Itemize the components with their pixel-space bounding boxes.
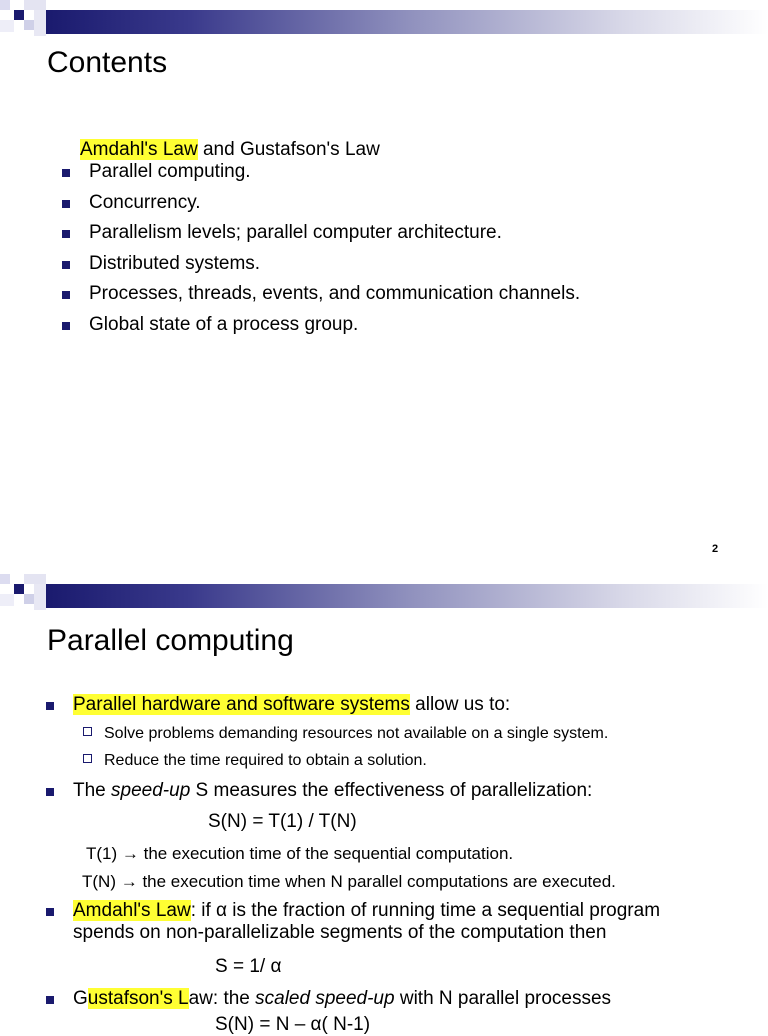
slide-parallel-computing [0, 574, 768, 1035]
intro-line: Amdahl's Law and Gustafson's Law [80, 139, 380, 160]
page-number: 2 [712, 543, 719, 555]
list-item: Distributed systems. [60, 253, 580, 284]
bullet-amdahl: Amdahl's Law: if α is the fraction of running time a sequential program spends on non-parallelizable segments of the computation then [46, 900, 766, 944]
bullet-square-icon [62, 200, 70, 208]
sub-bullet: Solve problems demanding resources not available on a single system. [83, 724, 608, 744]
arrow-right-icon: → [120, 872, 138, 891]
contents-list [60, 161, 580, 345]
bullet-square-icon [46, 788, 54, 796]
slide-title: Parallel computing [47, 624, 294, 657]
highlighted-term: ustafson's L [87, 988, 189, 1009]
definition-t1: T(1) → the execution time of the sequential computation. [86, 844, 514, 863]
bullet-gustafson: Gustafson's Law: the scaled speed-up with N parallel processes [46, 988, 611, 1010]
bullet-square-icon [62, 261, 70, 269]
bullet-square-icon [62, 291, 70, 299]
list-item: Parallel computing. [60, 161, 580, 192]
arrow-right-icon: → [121, 844, 139, 863]
list-item: Processes, threads, events, and communication channels. [60, 283, 580, 314]
bullet-square-icon [46, 908, 54, 916]
highlighted-term: Amdahl's Law [80, 139, 198, 160]
highlighted-term: Parallel hardware and software systems [73, 694, 410, 715]
bullet-parallel-systems: Parallel hardware and software systems allow us to: [46, 694, 510, 716]
definition-tn: T(N) → the execution time when N parallel computations are executed. [82, 872, 616, 891]
hollow-square-bullet-icon [83, 754, 92, 763]
slide-header-decoration [0, 0, 768, 52]
highlighted-term: Amdahl's Law [73, 900, 191, 921]
bullet-square-icon [46, 996, 54, 1004]
list-item: Concurrency. [60, 192, 580, 223]
bullet-speedup: The speed-up S measures the effectiveness of parallelization: [46, 780, 592, 802]
header-gradient-bar [46, 10, 768, 34]
bullet-square-icon [62, 230, 70, 238]
bullet-square-icon [62, 169, 70, 177]
formula-amdahl: S = 1/ α [215, 956, 282, 977]
slide-title: Contents [47, 46, 168, 79]
hollow-square-bullet-icon [83, 727, 92, 736]
list-item: Global state of a process group. [60, 314, 580, 345]
bullet-square-icon [46, 702, 54, 710]
list-item: Parallelism levels; parallel computer architecture. [60, 222, 580, 253]
bullet-square-icon [62, 322, 70, 330]
header-gradient-bar [46, 584, 768, 608]
formula-gustafson: S(N) = N – α( N-1) [215, 1014, 371, 1035]
slide-header-decoration [0, 574, 768, 626]
formula-speedup: S(N) = T(1) / T(N) [208, 811, 357, 832]
sub-bullet: Reduce the time required to obtain a solution. [83, 751, 427, 771]
